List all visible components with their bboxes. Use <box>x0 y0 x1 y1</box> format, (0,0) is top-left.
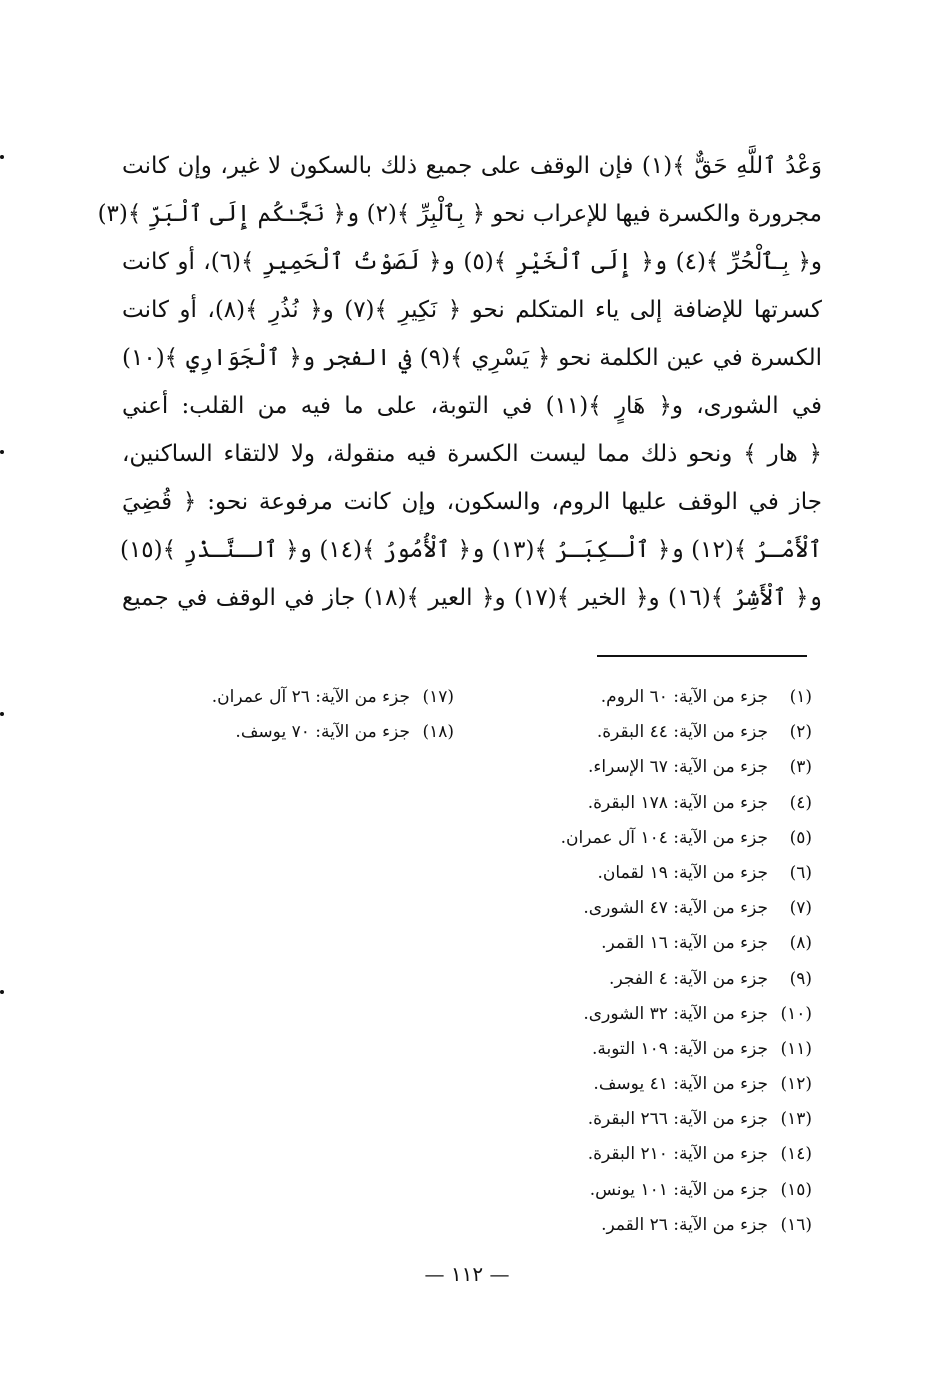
footnote-text: جزء من الآية: ١٦ القمر. <box>601 933 768 954</box>
footnote-item <box>472 1102 812 1137</box>
footnote-item <box>472 962 812 997</box>
footnote-number: (١) <box>789 687 812 707</box>
body-line: ٱلْأَمْـرُ ﴾(١٢) و﴿ ٱلْـكِبَـرُ ﴾(١٣) و﴿ ٱلْأُمُورُ ﴾(١٤) و﴿ ٱلـنَّـذْرِ ﴾(١٥) <box>119 537 822 563</box>
footnote-number: (١٤) <box>780 1144 812 1165</box>
footnote-number: (١٢) <box>780 1074 812 1095</box>
footnote-text: جزء من الآية: ٤٧ الشورى. <box>583 898 768 919</box>
footnote-text: جزء من الآية: ٦٠ الروم. <box>600 687 768 707</box>
footnote-number: (٥) <box>789 827 812 848</box>
footnote-item <box>472 1208 812 1243</box>
body-line: الكسرة في عين الكلمة نحو ﴿ يَسْرِي ﴾(٩) في الفجر و﴿ ٱلْجَوَارِي ﴾(١٠) <box>122 345 822 371</box>
body-line: جاز في الوقف عليها الروم، والسكون، وإن كانت مرفوعة نحو: ﴿ قُضِيَ <box>122 489 822 515</box>
footnote-item <box>114 715 454 750</box>
footnotes-column-left <box>114 680 454 750</box>
body-line: و﴿ بِـٱلْحُرِّ ﴾(٤) و﴿ إِلَى ٱلْخَيْرِ ﴾(٥) و﴿ لَصَوْتُ ٱلْحَمِيرِ ﴾(٦)، أو كانت <box>122 249 822 275</box>
footnote-text: جزء من الآية: ١٠٤ آل عمران. <box>560 827 768 848</box>
footnote-item <box>472 997 812 1032</box>
footnote-number: (٢) <box>789 722 812 743</box>
footnote-number: (٧) <box>789 898 812 919</box>
scan-mark <box>0 712 4 716</box>
footnote-separator <box>597 655 807 657</box>
footnote-item <box>472 680 812 715</box>
footnote-item <box>472 715 812 750</box>
footnote-text: جزء من الآية: ١٠١ يونس. <box>589 1179 768 1200</box>
footnote-number: (١٥) <box>780 1179 812 1200</box>
footnote-item <box>472 1173 812 1208</box>
footnote-number: (١٠) <box>780 1003 812 1024</box>
footnote-number: (١١) <box>780 1038 812 1059</box>
footnote-number: (١٣) <box>780 1109 812 1130</box>
footnote-text: جزء من الآية: ٤٤ البقرة. <box>596 722 768 743</box>
footnote-text: جزء من الآية: ٤١ يوسف. <box>593 1074 768 1095</box>
footnote-item <box>472 821 812 856</box>
footnote-text: جزء من الآية: ٢١٠ البقرة. <box>587 1144 768 1165</box>
footnote-text: جزء من الآية: ٢٦ القمر. <box>601 1214 768 1235</box>
body-line: ﴿ هار ﴾ ونحو ذلك مما ليست الكسرة فيه منقولة، ولا لالتقاء الساكنين، <box>122 441 822 467</box>
footnote-number: (٣) <box>789 757 812 778</box>
body-line: مجرورة والكسرة فيها للإعراب نحو ﴿ بِٱلْبِرِّ ﴾(٢) و﴿ نَجَّـٰكُم إِلَى ٱلْبَرِّ ﴾(٣) <box>97 201 822 227</box>
footnotes-column-right <box>472 680 812 1243</box>
footnote-item <box>472 891 812 926</box>
scan-mark <box>0 450 4 454</box>
footnote-text: جزء من الآية: ١٩ لقمان. <box>597 862 768 883</box>
body-line: و﴿ ٱلْأَشِرُ ﴾(١٦) و﴿ الخير ﴾(١٧) و﴿ العير ﴾(١٨) جاز في الوقف في جميع <box>122 585 822 611</box>
footnote-item <box>472 786 812 821</box>
footnote-item <box>472 1032 812 1067</box>
footnote-item <box>472 926 812 961</box>
footnote-text: جزء من الآية: ١٧٨ البقرة. <box>587 792 768 813</box>
footnote-text: جزء من الآية: ٦٧ الإسراء. <box>588 757 768 778</box>
body-text <box>97 142 822 622</box>
page-number: — ١١٢ — <box>424 1262 510 1286</box>
scan-mark <box>0 990 4 994</box>
footnote-number: (٩) <box>789 968 812 989</box>
footnote-item <box>472 1067 812 1102</box>
footnote-text: جزء من الآية: ٧٠ يوسف. <box>235 722 410 743</box>
footnote-item <box>472 856 812 891</box>
scan-mark <box>0 155 4 159</box>
body-line: في الشورى، و﴿ هَارٍ ﴾(١١) في التوبة، على ما فيه من القلب: أعني <box>122 393 822 419</box>
footnote-number: (٦) <box>789 862 812 883</box>
footnote-item <box>472 750 812 785</box>
footnote-item <box>472 1137 812 1172</box>
footnote-text: جزء من الآية: ١٠٩ التوبة. <box>591 1038 768 1059</box>
footnote-number: (٤) <box>789 792 812 813</box>
footnote-number: (١٧) <box>422 687 454 707</box>
footnote-text: جزء من الآية: ٤ الفجر. <box>609 968 768 989</box>
footnote-item <box>114 680 454 715</box>
footnote-number: (٨) <box>789 933 812 954</box>
body-line: كسرتها للإضافة إلى ياء المتكلم نحو ﴿ نَكِيرِ ﴾(٧) و﴿ نُذُرِ ﴾(٨)، أو كانت <box>122 297 822 323</box>
body-line: وَعْدُ ٱللَّهِ حَقٌّ ﴾(١) فإن الوقف على جميع ذلك بالسكون لا غير، وإن كانت <box>122 153 822 179</box>
footnote-text: جزء من الآية: ٣٢ الشورى. <box>583 1003 768 1024</box>
footnote-text: جزء من الآية: ٢٦٦ البقرة. <box>587 1109 768 1130</box>
footnote-text: جزء من الآية: ٢٦ آل عمران. <box>211 687 410 707</box>
footnote-number: (١٨) <box>422 722 454 743</box>
footnote-number: (١٦) <box>780 1214 812 1235</box>
